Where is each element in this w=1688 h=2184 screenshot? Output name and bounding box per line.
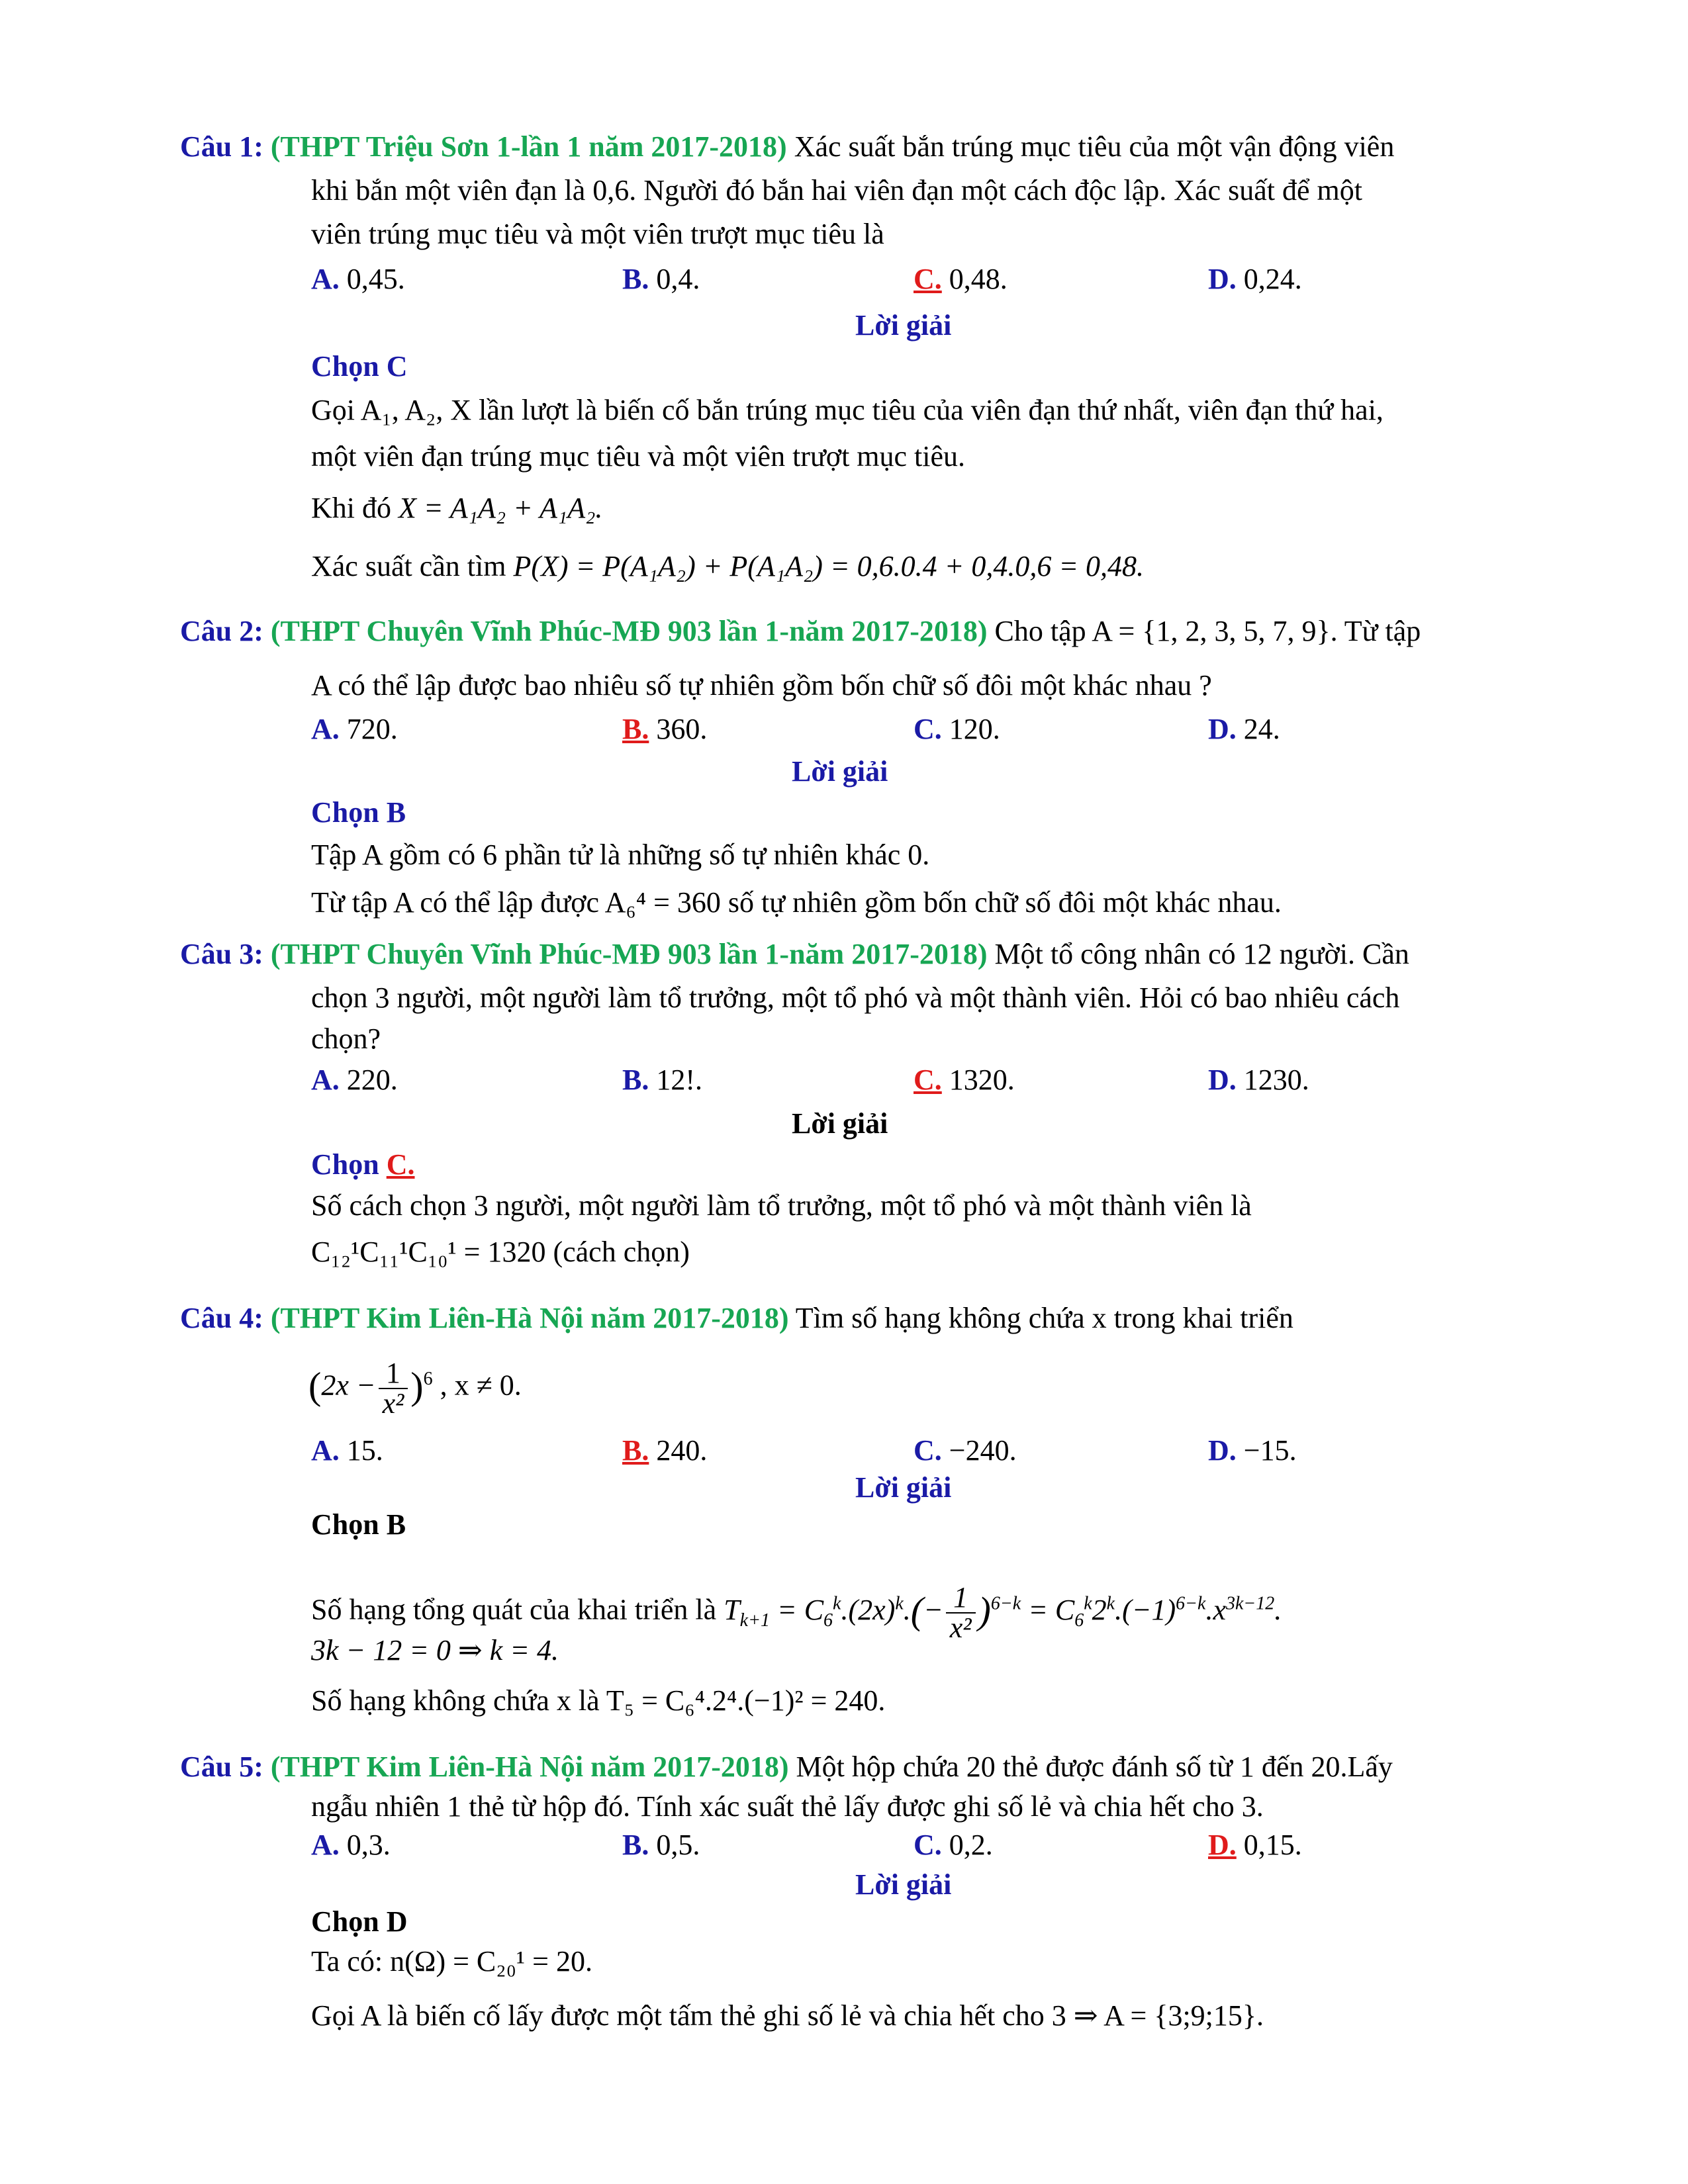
option-c xyxy=(914,1431,1017,1471)
option-letter-correct: C. xyxy=(914,1064,942,1096)
question-label: Câu 2: xyxy=(180,615,263,647)
option-letter: D. xyxy=(1208,263,1237,295)
option-a xyxy=(311,1060,398,1100)
option-a xyxy=(311,1825,391,1865)
option-letter-correct: D. xyxy=(1208,1829,1237,1861)
paren-open: ( xyxy=(308,1364,322,1408)
option-letter: B. xyxy=(622,1829,649,1861)
choice-letter: C. xyxy=(386,1148,415,1181)
option-value: 12!. xyxy=(656,1064,703,1096)
solution-title: Lời giải xyxy=(855,1471,952,1504)
option-value: −240. xyxy=(949,1434,1017,1467)
option-value: 1320. xyxy=(949,1064,1015,1096)
solution-line xyxy=(311,547,1144,586)
option-b xyxy=(622,1060,702,1100)
option-value: 15. xyxy=(346,1434,383,1467)
question-source: (THPT Chuyên Vĩnh Phúc-MĐ 903 lần 1-năm 2017-2018) xyxy=(270,938,988,970)
option-value: 0,4. xyxy=(656,263,700,295)
solution-text: Số hạng tổng quát của khai triển là xyxy=(311,1593,717,1626)
question-text: chọn? xyxy=(311,1023,381,1055)
option-a xyxy=(311,1431,383,1471)
solution-text: một viên đạn trúng mục tiêu và một viên trượt mục tiêu. xyxy=(311,440,966,473)
question-5-line-1 xyxy=(180,1747,1393,1787)
option-value: 120. xyxy=(949,713,1000,745)
term-2x: 2x − xyxy=(321,1369,376,1402)
solution-text: 3k − 12 = 0 ⇒ k = 4. xyxy=(311,1634,559,1666)
solution-text: Tập A gồm có 6 phần tử là những số tự nhiên khác 0. xyxy=(311,839,930,871)
fraction-1-over-x2: $\frac{1}{\text{x²}}$ xyxy=(379,1359,408,1418)
choice-line xyxy=(311,1145,415,1185)
option-d xyxy=(1208,1060,1309,1100)
question-text: ngẫu nhiên 1 thẻ từ hộp đó. Tính xác suất thẻ lấy được ghi số lẻ và chia hết cho 3. xyxy=(311,1790,1264,1823)
option-c xyxy=(914,1060,1015,1100)
choice-label: Chọn C xyxy=(311,350,408,383)
option-b xyxy=(622,259,700,299)
question-text: Một tổ công nhân có 12 người. Cần xyxy=(994,938,1409,970)
solution-title: Lời giải xyxy=(792,755,888,788)
question-label: Câu 1: xyxy=(180,130,263,163)
option-letter: A. xyxy=(311,713,340,745)
choice-label: Chọn D xyxy=(311,1905,408,1938)
question-text: Xác suất bắn trúng mục tiêu của một vận động viên xyxy=(794,130,1395,163)
option-value: 240. xyxy=(656,1434,708,1467)
question-text: Tìm số hạng không chứa x trong khai triển xyxy=(795,1302,1293,1334)
choice-label: Chọn B xyxy=(311,1508,406,1541)
condition: , x ≠ 0. xyxy=(440,1369,522,1402)
solution-text: Khi đó xyxy=(311,492,391,524)
option-letter-correct: C. xyxy=(914,263,942,295)
option-letter-correct: B. xyxy=(622,713,649,745)
solution-title: Lời giải xyxy=(855,309,952,341)
option-value: 1230. xyxy=(1243,1064,1309,1096)
question-label: Câu 3: xyxy=(180,938,263,970)
solution-text: Xác suất cần tìm xyxy=(311,550,506,582)
solution-text: Từ tập A có thể lập được A₆⁴ = 360 số tự nhiên gồm bốn chữ số đôi một khác nhau. xyxy=(311,886,1282,919)
option-value: 0,5. xyxy=(656,1829,700,1861)
question-source: (THPT Triệu Sơn 1-lần 1 năm 2017-2018) xyxy=(270,130,787,163)
question-text: Một hộp chứa 20 thẻ được đánh số từ 1 đến 20.Lấy xyxy=(796,1751,1393,1783)
option-letter: D. xyxy=(1208,1434,1237,1467)
solution-text: Ta có: n(Ω) = C₂₀¹ = 20. xyxy=(311,1945,592,1978)
option-letter: B. xyxy=(622,1064,649,1096)
option-letter: A. xyxy=(311,1434,340,1467)
choice-label: Chọn xyxy=(311,1148,379,1181)
solution-text: Gọi A₁, A₂, X lần lượt là biến cố bắn trúng mục tiêu của viên đạn thứ nhất, viên đạn thứ hai, xyxy=(311,394,1383,426)
option-value: 0,15. xyxy=(1243,1829,1302,1861)
option-letter: D. xyxy=(1208,1064,1237,1096)
paren-close: ) xyxy=(410,1364,424,1408)
option-d xyxy=(1208,259,1302,299)
question-1-line-1 xyxy=(180,127,1394,167)
binomial-expression: (2x − $\frac{1}{\text{x²}}$ )$^6$ , x ≠ 0. xyxy=(308,1356,522,1420)
formula-general-term: $T_{k+1} = C_6^k.(2x)^k.(-$ $\frac{1}{\text{x²}}$ )$^{6-k} = C_6^k2^k.(-1)^{6-k}.x^{3k-12}$. xyxy=(724,1580,1282,1644)
question-label: Câu 4: xyxy=(180,1302,263,1334)
option-c xyxy=(914,259,1008,299)
option-value: 24. xyxy=(1243,713,1280,745)
option-a xyxy=(311,709,398,749)
option-letter: C. xyxy=(914,1434,942,1467)
option-letter: D. xyxy=(1208,713,1237,745)
option-d xyxy=(1208,1431,1297,1471)
question-label: Câu 5: xyxy=(180,1751,263,1783)
option-value: 0,24. xyxy=(1243,263,1302,295)
option-value: −15. xyxy=(1243,1434,1297,1467)
question-3-line-1 xyxy=(180,934,1409,974)
question-text: viên trúng mục tiêu và một viên trượt mục tiêu là xyxy=(311,218,884,250)
question-source: (THPT Kim Liên-Hà Nội năm 2017-2018) xyxy=(270,1751,789,1783)
option-value: 0,3. xyxy=(346,1829,391,1861)
option-letter: A. xyxy=(311,263,340,295)
option-value: 220. xyxy=(346,1064,398,1096)
option-value: 360. xyxy=(656,713,708,745)
option-letter-correct: B. xyxy=(622,1434,649,1467)
question-text: Cho tập A = {1, 2, 3, 5, 7, 9}. Từ tập xyxy=(994,615,1421,647)
option-value: 0,2. xyxy=(949,1829,993,1861)
option-value: 0,48. xyxy=(949,263,1008,295)
option-a xyxy=(311,259,405,299)
option-letter: B. xyxy=(622,263,649,295)
solution-text: Số cách chọn 3 người, một người làm tổ trưởng, một tổ phó và một thành viên là xyxy=(311,1189,1252,1222)
solution-text: Gọi A là biến cố lấy được một tấm thẻ ghi số lẻ và chia hết cho 3 ⇒ A = {3;9;15}. xyxy=(311,1999,1264,2032)
solution-title: Lời giải xyxy=(855,1868,952,1901)
solution-title: Lời giải xyxy=(792,1107,888,1140)
option-c xyxy=(914,709,1000,749)
solution-text: Số hạng không chứa x là T₅ = C₆⁴.2⁴.(−1)² = 240. xyxy=(311,1684,886,1717)
solution-line xyxy=(311,488,602,528)
formula: P(X) = P(A₁A₂) + P(A₁A₂) = 0,6.0.4 + 0,4.0,6 = 0,48. xyxy=(513,550,1145,582)
option-letter: A. xyxy=(311,1064,340,1096)
option-c xyxy=(914,1825,993,1865)
option-letter: C. xyxy=(914,713,942,745)
question-source: (THPT Kim Liên-Hà Nội năm 2017-2018) xyxy=(270,1302,789,1334)
option-value: 720. xyxy=(346,713,398,745)
option-b xyxy=(622,709,707,749)
formula: X = A₁A₂ + A₁A₂. xyxy=(399,492,603,524)
option-letter: A. xyxy=(311,1829,340,1861)
question-source: (THPT Chuyên Vĩnh Phúc-MĐ 903 lần 1-năm 2017-2018) xyxy=(270,615,988,647)
option-letter: C. xyxy=(914,1829,942,1861)
option-value: 0,45. xyxy=(346,263,405,295)
question-4-line-1 xyxy=(180,1298,1293,1338)
question-text: chọn 3 người, một người làm tổ trưởng, một tổ phó và một thành viên. Hỏi có bao nhiêu cách xyxy=(311,981,1400,1014)
choice-label: Chọn B xyxy=(311,796,406,829)
option-b xyxy=(622,1825,700,1865)
option-d xyxy=(1208,1825,1302,1865)
option-b xyxy=(622,1431,707,1471)
solution-text: C₁₂¹C₁₁¹C₁₀¹ = 1320 (cách chọn) xyxy=(311,1236,690,1268)
option-d xyxy=(1208,709,1280,749)
question-text: khi bắn một viên đạn là 0,6. Người đó bắn hai viên đạn một cách độc lập. Xác suất để một xyxy=(311,174,1362,206)
question-2-line-1 xyxy=(180,612,1421,651)
question-text: A có thể lập được bao nhiêu số tự nhiên gồm bốn chữ số đôi một khác nhau ? xyxy=(311,669,1212,702)
